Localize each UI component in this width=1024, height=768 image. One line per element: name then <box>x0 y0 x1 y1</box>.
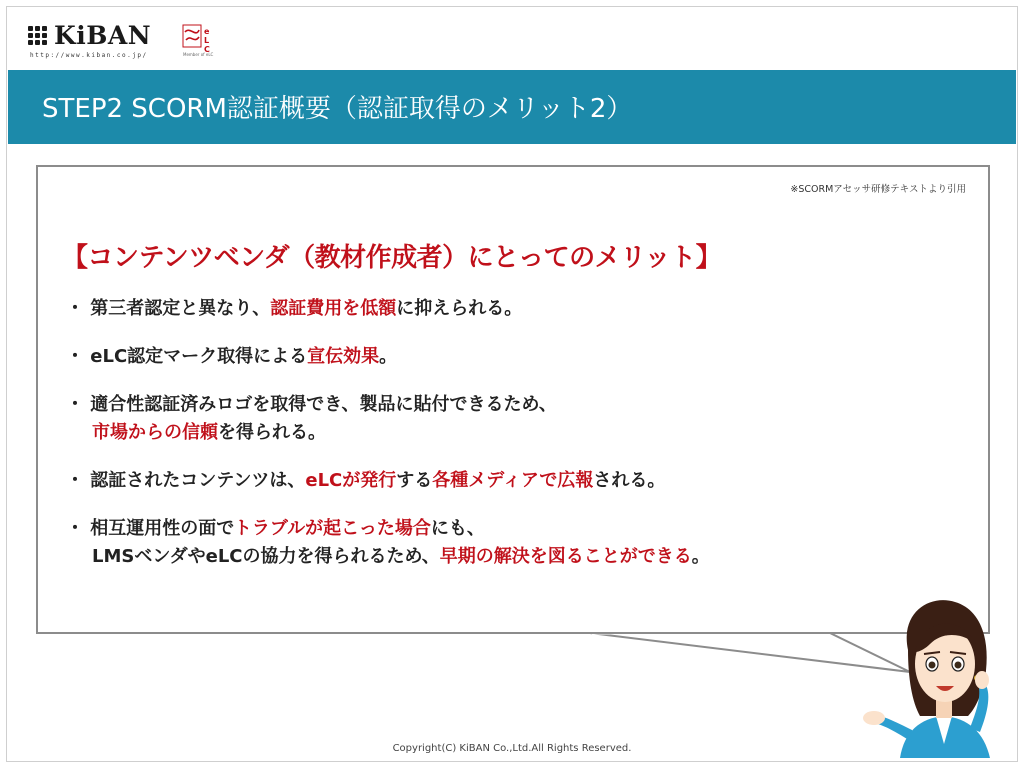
point-highlight: eLCが発行 <box>305 470 397 491</box>
point-continuation <box>66 419 966 447</box>
list-item <box>66 391 966 447</box>
logo-dots-icon <box>28 26 48 46</box>
presenter-illustration <box>860 592 1020 758</box>
elc-member-icon <box>182 24 216 60</box>
point-highlight: 各種メディアで広報 <box>432 470 594 491</box>
point-highlight: 早期の解決を図ることができる <box>439 546 692 567</box>
speech-bubble <box>36 165 990 634</box>
point-text: される。 <box>593 470 666 491</box>
point-highlight: 宣伝効果 <box>307 346 380 367</box>
logo-url: http://www.kiban.co.jp/ <box>30 52 148 59</box>
list-item <box>66 515 966 571</box>
title-bar <box>8 70 1016 144</box>
elc-letter-e: e <box>204 27 210 36</box>
list-item <box>66 343 966 371</box>
page-title: STEP2 SCORM認証概要（認証取得のメリット2） <box>42 94 633 124</box>
point-highlight: トラブルが起こった場合 <box>233 518 431 539</box>
point-text: する <box>396 470 433 491</box>
source-note: ※SCORMアセッサ研修テキストより引用 <box>790 184 966 195</box>
elc-letter-l: L <box>204 36 210 45</box>
kiban-logo-icon[interactable] <box>22 18 212 62</box>
point-continuation <box>66 543 966 571</box>
point-text: LMSベンダやeLCの協力を得られるため、 <box>92 546 440 567</box>
elc-letter-c: C <box>204 45 210 54</box>
list-item <box>66 467 966 495</box>
elc-member-caption: Member of eLC <box>183 52 214 57</box>
merit-heading: 【コンテンツベンダ（教材作成者）にとってのメリット】 <box>62 243 722 273</box>
point-highlight: 市場からの信頼 <box>92 422 218 443</box>
logo-wordmark: KiBAN <box>54 21 152 50</box>
point-text: ・ eLC認定マーク取得による <box>66 346 308 367</box>
point-highlight: 認証費用を低額 <box>270 298 397 319</box>
point-text: ・ 適合性認証済みロゴを取得でき、製品に貼付できるため、 <box>66 394 557 415</box>
point-text: にも、 <box>430 518 485 539</box>
point-text: ・ 第三者認定と異なり、 <box>66 298 271 319</box>
list-item <box>66 295 966 323</box>
copyright-footer: Copyright(C) KiBAN Co.,Ltd.All Rights Reserved. <box>392 743 632 754</box>
merit-list <box>66 295 966 571</box>
point-text: を得られる。 <box>218 422 326 443</box>
point-text: 。 <box>379 346 398 367</box>
point-text: 。 <box>691 546 710 567</box>
point-text: ・ 認証されたコンテンツは、 <box>66 470 306 491</box>
point-text: ・ 相互運用性の面で <box>66 518 234 539</box>
point-text: に抑えられる。 <box>396 298 523 319</box>
